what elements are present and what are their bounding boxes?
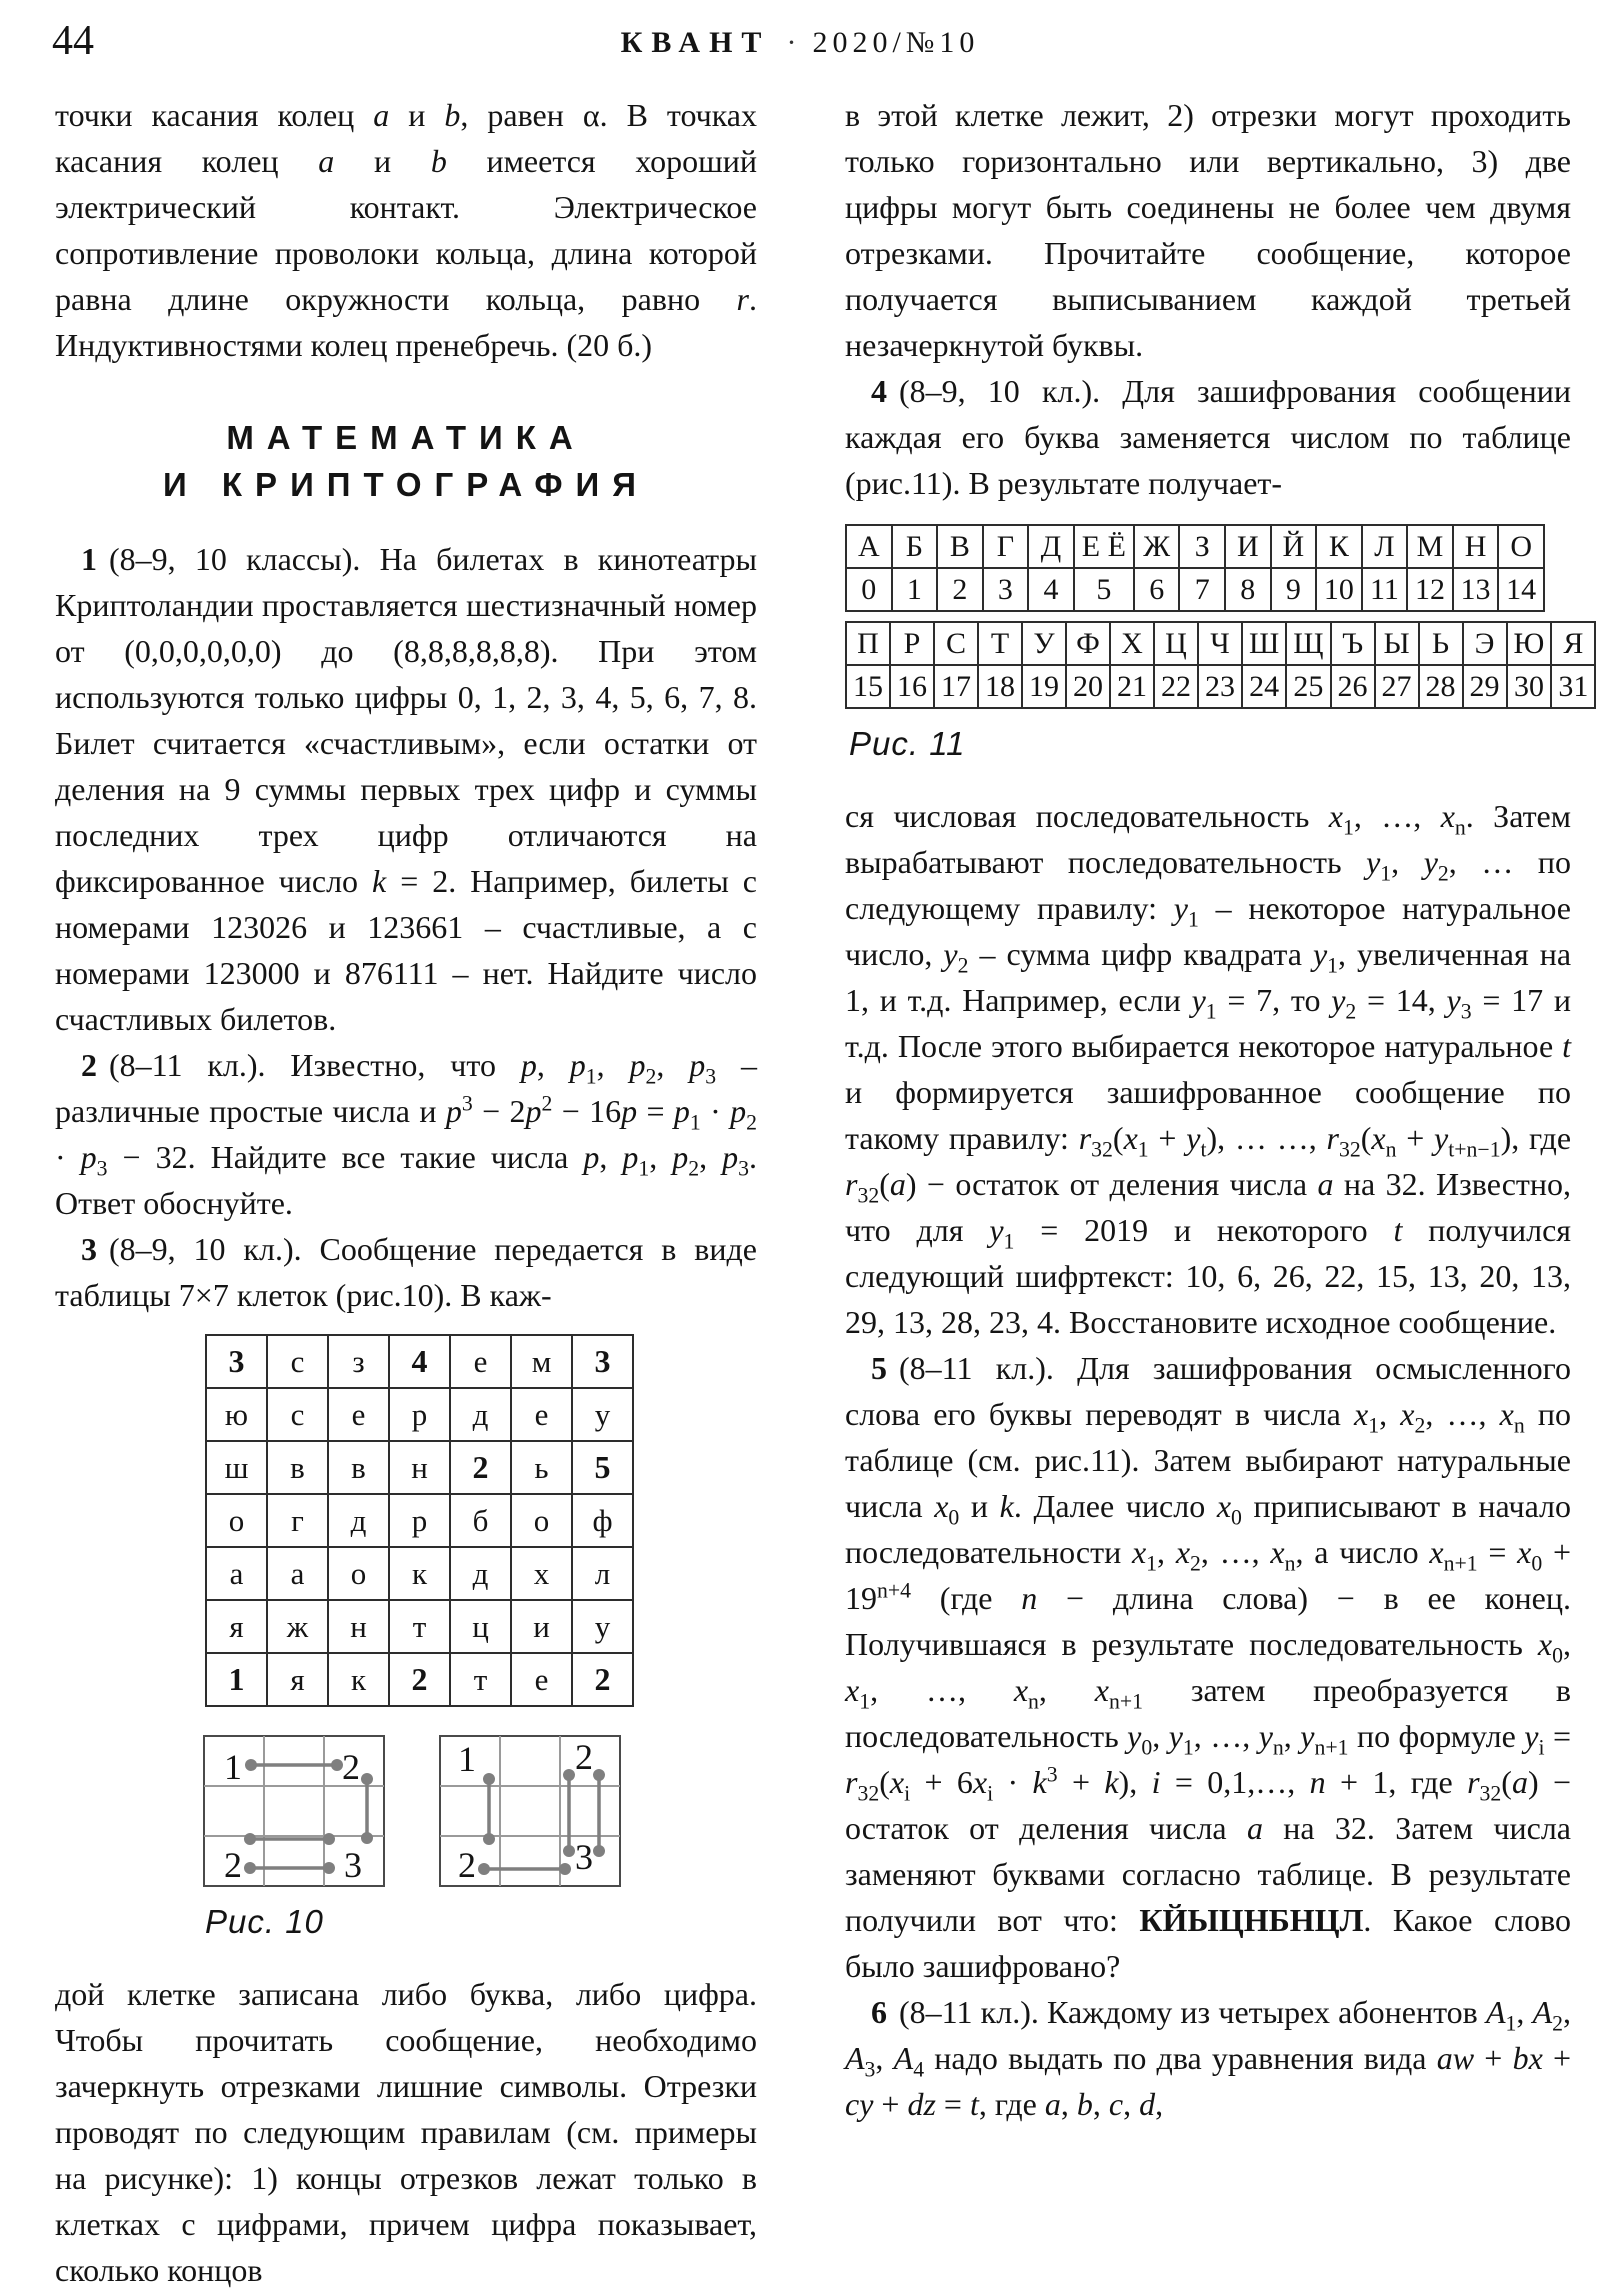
table-cell: 20 (1066, 665, 1110, 708)
table-cell: 2 (937, 568, 983, 611)
table-cell: в (267, 1441, 328, 1494)
table-cell: 22 (1154, 665, 1198, 708)
table-cell: р (389, 1388, 450, 1441)
table-cell: Х (1110, 622, 1154, 665)
table-cell: Э (1463, 622, 1507, 665)
table-cell: Ч (1198, 622, 1242, 665)
table-row (846, 525, 1544, 568)
problem-4 (845, 368, 1571, 506)
table-cell: 2 (450, 1441, 511, 1494)
table-cell: Ю (1507, 622, 1552, 665)
table-cell: Ж (1134, 525, 1180, 568)
table-cell: ц (450, 1600, 511, 1653)
grid-digit-label: 3 (575, 1837, 593, 1877)
table-row (846, 568, 1544, 611)
table-cell: К (1316, 525, 1362, 568)
table-cell: Ь (1419, 622, 1463, 665)
problem-2-text: (8–11 кл.). Известно, что p, $p_1$, $p_2$, $p_3$ – различные простые числа и $p^3 - 2p^2 - 16p = p_1 \cdot p_2 \cdot p_3 - 32$. Найдите все такие числа p, $p_1$, $p_2$, $p_3$. Ответ обоснуйте. (55, 1047, 758, 1221)
alphabet-table-1 (845, 524, 1545, 612)
table-cell: 9 (1271, 568, 1317, 611)
problem-2-number: 2 (81, 1047, 97, 1083)
table-cell: 5 (572, 1441, 633, 1494)
figure10-example-grid-left (203, 1735, 385, 1887)
table-cell: о (328, 1547, 389, 1600)
table-row (846, 622, 1595, 665)
table-cell: 10 (1316, 568, 1362, 611)
cipher-grid-table (205, 1334, 634, 1707)
table-cell: 18 (978, 665, 1022, 708)
table-cell: г (267, 1494, 328, 1547)
table-cell: 30 (1507, 665, 1552, 708)
table-cell: т (450, 1653, 511, 1706)
table-cell: 14 (1498, 568, 1544, 611)
problem-1 (55, 536, 757, 1042)
problem-6-number: 6 (871, 1994, 887, 2030)
table-cell: н (389, 1441, 450, 1494)
table-cell: Т (978, 622, 1022, 665)
problem-2 (55, 1042, 757, 1226)
table-cell: ь (511, 1441, 572, 1494)
section-heading-line1: МАТЕМАТИКА (226, 419, 586, 456)
figure11-label: Рис. 11 (849, 725, 966, 762)
problem-4-number: 4 (871, 373, 887, 409)
table-cell: Д (1028, 525, 1074, 568)
table-cell: У (1022, 622, 1066, 665)
table-cell: ш (206, 1441, 267, 1494)
table-cell: ж (267, 1600, 328, 1653)
page-number: 44 (52, 18, 94, 64)
table-cell: 19 (1022, 665, 1066, 708)
table-cell: Р (890, 622, 934, 665)
figure11-alphabet-tables (845, 524, 1589, 709)
table-cell: 25 (1286, 665, 1330, 708)
table-cell: и (511, 1600, 572, 1653)
table-cell: р (389, 1494, 450, 1547)
problem-5 (845, 1345, 1571, 1989)
problem-3-rules-continuation: в этой клетке лежит, 2) отрезки могут проходить только горизонтально или вертикально, 3) две цифры могут быть соединены не более чем двумя отрезками. Прочитайте сообщение, которое получается выписыванием каждой третьей незачеркнутой буквы. (845, 97, 1571, 363)
grid-digit-label: 1 (224, 1747, 242, 1787)
table-cell: Ш (1242, 622, 1286, 665)
grid-digit-label: 2 (575, 1737, 593, 1777)
grid-digit-label: 2 (342, 1747, 360, 1787)
table-cell: 3 (983, 568, 1029, 611)
grid-digit-label: 2 (224, 1845, 242, 1885)
table-cell: 17 (934, 665, 978, 708)
table-row (206, 1547, 633, 1600)
table-cell: Ф (1066, 622, 1110, 665)
page-header (0, 0, 1600, 78)
figure10-examples (203, 1735, 757, 1887)
table-cell: у (572, 1600, 633, 1653)
problem-5-text-before: (8–11 кл.). Для зашифрования осмысленного слова его буквы переводят в числа $x_1$, $x_2$, …, $x_n$ по таблице (см. рис.11). Затем выбирают натуральные числа $x_0$ и k. Далее число $x_0$ приписывают в начало последовательности $x_1$, $x_2$, …, $x_n$, а число $x_{n+1} = x_0 + 19^{n+4}$ (где n − длина слова) − в ее конец. Получившаяся в результате последовательность $x_0$, $x_1$, …, $x_n$, $x_{n+1}$ затем преобразуется в последовательность $y_0$, $y_1$, …, $y_n$, $y_{n+1}$ по формуле $y_i = r_{32}(x_i + 6x_i \cdot k^3 + k)$, i = 0,1,…, n + 1, где $r_{32}(a)$ − остаток от деления числа a на 32. Затем числа заменяют буквами согласно таблице. В результате получили вот что: (845, 1350, 1572, 1938)
table-cell: А (846, 525, 892, 568)
table-cell: 4 (1028, 568, 1074, 611)
journal-name: КВАНТ (620, 26, 771, 59)
table-cell: х (511, 1547, 572, 1600)
table-cell: 27 (1375, 665, 1419, 708)
table-cell: я (206, 1600, 267, 1653)
table-cell: Г (983, 525, 1029, 568)
problem-3-text-continuation: дой клетке записана либо буква, либо цифра. Чтобы прочитать сообщение, необходимо зачеркнуть отрезками лишние символы. Отрезки проводят по следующим правилам (см. примеры на рисунке): 1) концы отрезков лежат только в клетках с цифрами, причем цифра показывает, сколько концов (55, 1976, 757, 2288)
table-cell: с (267, 1388, 328, 1441)
table-cell: ф (572, 1494, 633, 1547)
grid-digit-label: 2 (458, 1845, 476, 1885)
table-cell: О (1498, 525, 1544, 568)
table-row (206, 1600, 633, 1653)
table-row (846, 665, 1595, 708)
right-column (845, 92, 1589, 2293)
table-cell: М (1407, 525, 1453, 568)
table-cell: 13 (1453, 568, 1499, 611)
table-cell: Е Ё (1074, 525, 1134, 568)
table-cell: а (206, 1547, 267, 1600)
problem-6-text: (8–11 кл.). Каждому из четырех абонентов $A_1$, $A_2$, $A_3$, $A_4$ надо выдать по два уравнения вида aw + bx + cy + dz = t, где a, b, c, d, (845, 1994, 1572, 2122)
grid-digit-label: 1 (458, 1739, 476, 1779)
problem-1-text: (8–9, 10 классы). На билетах в кинотеатры Криптоландии проставляется шестизначный номер от (0,0,0,0,0,0) до (8,8,8,8,8,8). При этом используются только цифры 0, 1, 2, 3, 4, 5, 6, 7, 8. Билет считается «счастливым», если остатки от деления на 9 суммы первых трех цифр и суммы последних трех цифр отличаются на фиксированное число k = 2. Например, билеты с номерами 123026 и 123661 – счастливые, а с номерами 123000 и 876111 – нет. Найдите число счастливых билетов. (55, 541, 758, 1037)
table-cell: у (572, 1388, 633, 1441)
table-cell: 3 (206, 1335, 267, 1388)
table-cell: 5 (1074, 568, 1134, 611)
table-row (206, 1653, 633, 1706)
table-cell: 4 (389, 1335, 450, 1388)
problem-5-number: 5 (871, 1350, 887, 1386)
table-cell: в (328, 1441, 389, 1494)
table-cell: 1 (206, 1653, 267, 1706)
table-cell: Щ (1286, 622, 1330, 665)
table-cell: 1 (892, 568, 938, 611)
two-column-layout (0, 78, 1600, 2293)
section-heading-line2: И КРИПТОГРАФИЯ (163, 466, 649, 503)
problem-1-number: 1 (81, 541, 97, 577)
table-row (206, 1335, 633, 1388)
problem-3-text: (8–9, 10 кл.). Сообщение передается в виде таблицы 7×7 клеток (рис.10). В каж- (55, 1231, 757, 1313)
table-cell: 21 (1110, 665, 1154, 708)
table-cell: д (450, 1547, 511, 1600)
table-cell: е (328, 1388, 389, 1441)
alphabet-table-2 (845, 621, 1596, 709)
table-row (206, 1388, 633, 1441)
table-cell: 23 (1198, 665, 1242, 708)
table-cell: я (267, 1653, 328, 1706)
table-cell: л (572, 1547, 633, 1600)
table-cell: з (328, 1335, 389, 1388)
table-cell: 31 (1551, 665, 1595, 708)
table-row (206, 1441, 633, 1494)
table-cell: н (328, 1600, 389, 1653)
table-cell: 3 (572, 1335, 633, 1388)
table-cell: ю (206, 1388, 267, 1441)
table-cell: 26 (1331, 665, 1375, 708)
table-cell: Л (1362, 525, 1408, 568)
figure10-label: Рис. 10 (205, 1903, 324, 1940)
table-cell: а (267, 1547, 328, 1600)
journal-title (0, 28, 1600, 58)
table-cell: с (267, 1335, 328, 1388)
table-cell: о (206, 1494, 267, 1547)
table-cell: Б (892, 525, 938, 568)
table-cell: е (450, 1335, 511, 1388)
table-cell: И (1225, 525, 1271, 568)
table-cell: Ъ (1331, 622, 1375, 665)
table-cell: б (450, 1494, 511, 1547)
table-cell: 6 (1134, 568, 1180, 611)
table-cell: к (328, 1653, 389, 1706)
figure10-example-grid-right (439, 1735, 621, 1887)
table-cell: 8 (1225, 568, 1271, 611)
table-cell: 7 (1179, 568, 1225, 611)
table-cell: 24 (1242, 665, 1286, 708)
table-cell: Й (1271, 525, 1317, 568)
table-cell: Ы (1375, 622, 1419, 665)
table-cell: В (937, 525, 983, 568)
table-cell: 28 (1419, 665, 1463, 708)
table-cell: 29 (1463, 665, 1507, 708)
table-cell: П (846, 622, 890, 665)
table-cell: 16 (890, 665, 934, 708)
journal-issue: 2020/№10 (812, 26, 980, 59)
table-cell: 15 (846, 665, 890, 708)
problem-4-text: (8–9, 10 кл.). Для зашифрования сообщении каждая его буква заменяется числом по таблице (рис.11). В результате получает- (845, 373, 1571, 501)
problem-6 (845, 1989, 1571, 2127)
journal-separator: · (786, 26, 797, 59)
table-cell: Ц (1154, 622, 1198, 665)
problem-4-text-continuation: ся числовая последовательность $x_1$, …, $x_n$. Затем вырабатывают последовательность $y_1$, $y_2$, … по следующему правилу: $y_1$ – некоторое натуральное число, $y_2$ – сумма цифр квадрата $y_1$, увеличенная на 1, и т.д. Например, если $y_1 = 7$, то $y_2 = 14$, $y_3 = 17$ и т.д. После этого выбирается некоторое натуральное t и формируется зашифрованное сообщение по такому правилу: $r_{32}(x_1 + y_t)$, … …, $r_{32}(x_n + y_{t+n-1})$, где $r_{32}(a)$ − остаток от деления числа a на 32. Известно, что для $y_1 = 2019$ и некоторого t получился следующий шифртекст: 10, 6, 26, 22, 15, 13, 20, 13, 29, 13, 28, 23, 4. Восстановите исходное сообщение. (845, 798, 1572, 1340)
problem-3 (55, 1226, 757, 1318)
table-cell: 11 (1362, 568, 1408, 611)
left-column (55, 92, 757, 2293)
table-cell: т (389, 1600, 450, 1653)
problem-3-number: 3 (81, 1231, 97, 1267)
problem-5-text-after: . Какое слово было зашифровано? (845, 1902, 1572, 1984)
table-cell: 2 (572, 1653, 633, 1706)
table-cell: к (389, 1547, 450, 1600)
table-cell: 0 (846, 568, 892, 611)
table-cell: д (328, 1494, 389, 1547)
table-row (206, 1494, 633, 1547)
table-cell: С (934, 622, 978, 665)
table-cell: Н (1453, 525, 1499, 568)
table-cell: Я (1551, 622, 1595, 665)
section-heading (55, 414, 757, 508)
problem-5-ciphertext: КЙЫЦНБНЦЛ (1139, 1902, 1364, 1938)
table-cell: е (511, 1653, 572, 1706)
table-cell: 12 (1407, 568, 1453, 611)
table-cell: е (511, 1388, 572, 1441)
table-cell: о (511, 1494, 572, 1547)
grid-digit-label: 3 (344, 1845, 362, 1885)
physics-problem-continuation: точки касания колец a и b, равен α. В точках касания колец a и b имеется хороший электрический контакт. Электрическое сопротивление проволоки кольца, длина которой равна длине окружности кольца, равно r. Индуктивностями колец пренебречь. (20 б.) (55, 97, 758, 363)
table-cell: 2 (389, 1653, 450, 1706)
table-cell: д (450, 1388, 511, 1441)
table-cell: м (511, 1335, 572, 1388)
table-cell: З (1179, 525, 1225, 568)
